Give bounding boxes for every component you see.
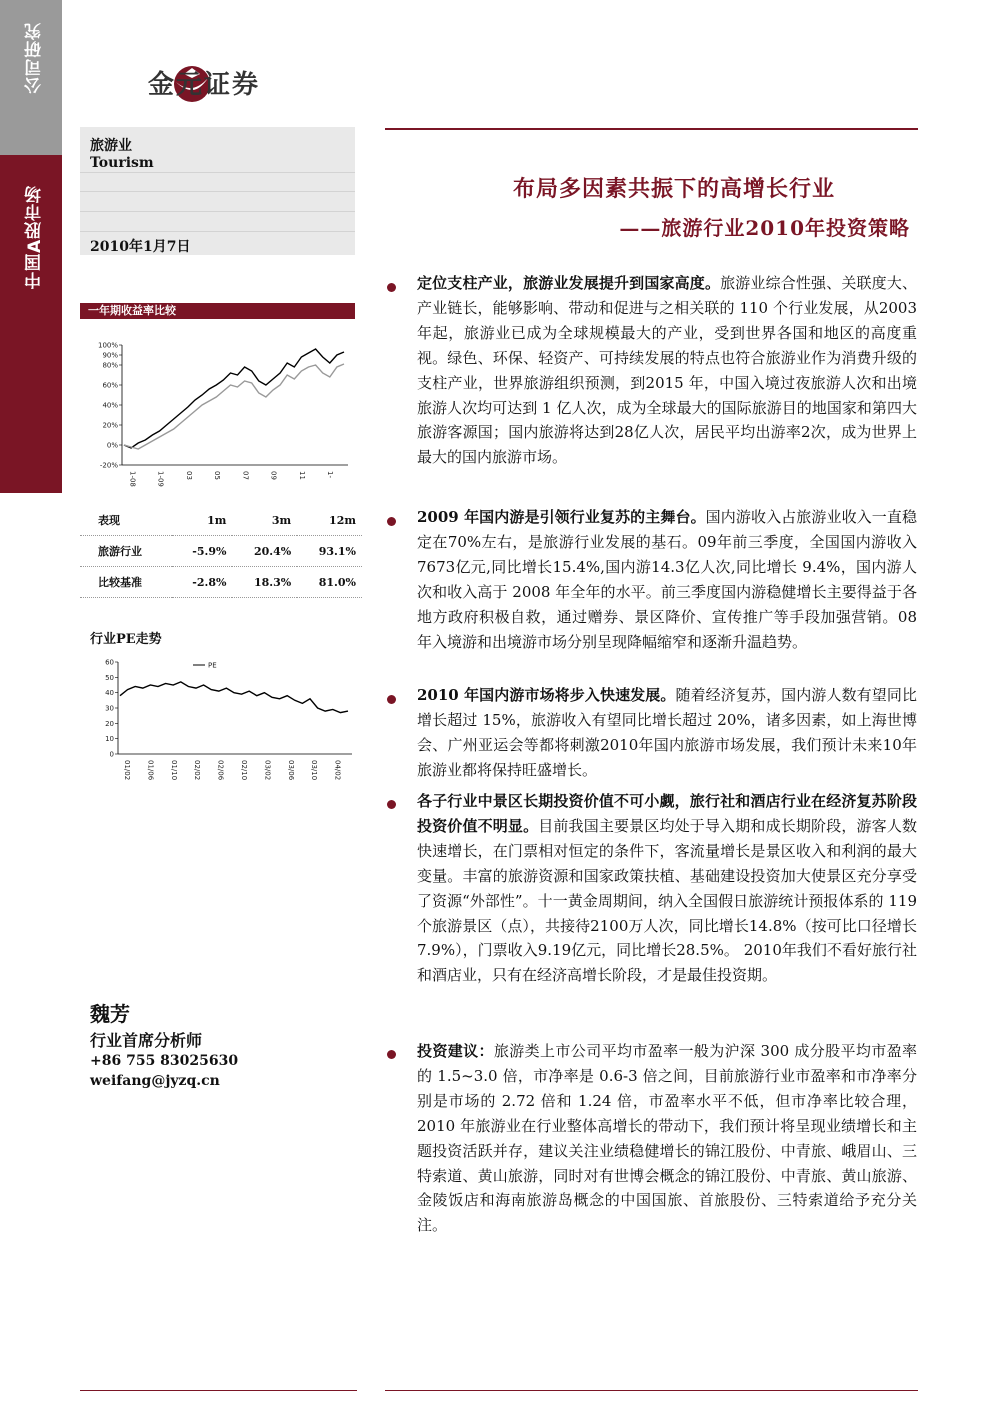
perf-table-header-cell: 表现 xyxy=(98,514,120,527)
x-tick-label: 02/06 xyxy=(216,760,225,781)
x-tick-label: 02/02 xyxy=(193,760,202,781)
section-1 xyxy=(417,271,917,470)
sidebar-label-market: 中国A股市场 xyxy=(25,185,45,290)
bullet-icon xyxy=(387,695,396,704)
y-tick-label: 20 xyxy=(105,719,114,728)
section-lead: 投资建议： xyxy=(417,1042,494,1060)
y-tick-label: 30 xyxy=(105,704,114,713)
y-tick-label: 10 xyxy=(105,735,114,744)
series-line xyxy=(124,349,344,448)
perf-table-header-cell: 12m xyxy=(329,513,356,527)
perf-table-header-cell: 3m xyxy=(271,513,292,527)
perf-table-header-cell: 1m xyxy=(207,513,227,527)
table-row xyxy=(80,536,362,567)
x-tick-label: 1-09 xyxy=(156,471,165,487)
footer-rule-left xyxy=(80,1390,357,1391)
section-2 xyxy=(417,505,917,654)
legend-label: PE xyxy=(208,661,217,670)
section-4 xyxy=(417,789,917,988)
section-5 xyxy=(417,1039,917,1238)
x-tick-label: 04/02 xyxy=(333,760,342,781)
perf-cell: -5.9% xyxy=(192,544,227,558)
x-tick-label: 03/10 xyxy=(310,760,319,781)
section-body: 目前我国主要景区均处于导入期和成长期阶段，游客人数快速增长，在门票相对恒定的条件下，客流量增长是景区收入和利润的最大变量。丰富的旅游资源和国家政策扶植、基础建设投资加大使景区充分享受了资源“外部性”。十一黄金周期间，纳入全国假日旅游统计预报体系的 119 个旅游景区（点），共接待2100万人次，同比增长14.8%（按可比口径增长7.9%），门票收入9.19亿元，同比增长28.5%。 2010年我们不看好旅行社和酒店业，只有在经济高增长阶段，才是最佳投资期。 xyxy=(417,816,917,985)
section-lead: 各子行业中景区长期投资价值不可小觑，旅行社和酒店行业在经济复苏阶段投资价值不明显。 xyxy=(417,792,917,835)
perf-row-label: 旅游行业 xyxy=(98,545,142,558)
y-tick-label: 80% xyxy=(102,361,118,370)
section-body: 旅游类上市公司平均市盈率一般为沪深 300 成分股平均市盈率的 1.5~3.0 倍，市净率是 0.6-3 倍之间，目前旅游行业市盈率和市净率分别是市场的 2.72 倍和 1.24 倍，市盈率水平不低，但市净率比较合理，2010 年旅游业在行业整体高增长的带动下，我们预计将呈现业绩增长和主题投资活跃并存，建议关注业绩稳健增长的锦江股份、中青旅、峨眉山、三特索道、黄山旅游，同时对有世博会概念的锦江股份、中青旅、黄山旅游、金陵饭店和海南旅游岛概念的中国国旅、首旅股份、三特索道给予充分关注。 xyxy=(417,1042,917,1235)
perf-table xyxy=(80,505,362,598)
y-tick-label: 0% xyxy=(106,441,118,450)
section-body: 旅游业综合性强、关联度大、产业链长，能够影响、带动和促进与之相关联的 110 个行业发展，从2003年起，旅游业已成为全球规模最大的产业，受到世界各国和地区的高度重视。绿色、环保、轻资产、可持续发展的特点也符合旅游业作为消费升级的支柱产业，世界旅游组织预测，到2015 年，中国入境过夜旅游人次和出境旅游人次均可达到 1 亿人次，成为全球最大的国际旅游目的地国家和第四大旅游客源国；国内旅游将达到28亿人次，居民平均出游率2次，成为世界上最大的国内旅游市场。 xyxy=(417,274,917,467)
perf-cell: 93.1% xyxy=(318,544,356,558)
report-subtitle: ——旅游行业2010年投资策略 xyxy=(619,216,910,240)
y-tick-label: 90% xyxy=(102,351,118,360)
perf-cell: 20.4% xyxy=(253,544,292,558)
section-lead: 2010 年国内游市场将步入快速发展。 xyxy=(417,686,676,704)
report-title: 布局多因素共振下的高增长行业 xyxy=(512,176,835,202)
industry-label-en: Tourism xyxy=(90,155,154,171)
y-tick-label: 50 xyxy=(105,673,114,682)
logo-text: 金元证券 xyxy=(148,70,261,100)
bullet-icon xyxy=(387,283,396,292)
bullet-icon xyxy=(387,800,396,809)
y-tick-label: 20% xyxy=(102,421,118,430)
y-tick-label: 40 xyxy=(105,689,114,698)
x-tick-label: 03/06 xyxy=(286,760,295,781)
perf-chart xyxy=(80,335,355,495)
y-tick-label: 40% xyxy=(102,401,118,410)
industry-label: 旅游业 xyxy=(90,138,132,154)
pe-chart xyxy=(80,652,355,792)
perf-cell: 18.3% xyxy=(253,575,292,589)
x-tick-label: 11 xyxy=(297,471,306,480)
perf-row-label: 比较基准 xyxy=(98,576,142,589)
x-tick-label: 02/10 xyxy=(240,760,249,781)
x-tick-label: 03 xyxy=(184,471,193,480)
pe-chart-title: 行业PE走势 xyxy=(90,632,162,647)
x-tick-label: 01/02 xyxy=(123,760,132,781)
table-row xyxy=(80,567,362,598)
sidebar-band-bottom xyxy=(0,155,62,493)
header-rule xyxy=(385,128,918,130)
perf-chart-title: 一年期收益率比较 xyxy=(80,303,355,319)
section-lead: 定位支柱产业，旅游业发展提升到国家高度。 xyxy=(417,274,721,292)
section-lead: 2009 年国内游是引领行业复苏的主舞台。 xyxy=(417,508,706,526)
author-name: 魏芳 xyxy=(90,1002,130,1026)
x-tick-label: 1-08 xyxy=(128,471,137,487)
x-tick-label: 01/10 xyxy=(169,760,178,781)
y-tick-label: -20% xyxy=(99,461,118,470)
series-line xyxy=(120,682,348,713)
footer-rule-right xyxy=(385,1390,918,1391)
author-phone: +86 755 83025630 xyxy=(90,1053,239,1069)
perf-table-header xyxy=(80,505,362,536)
author-title: 行业首席分析师 xyxy=(90,1031,203,1050)
perf-cell: 81.0% xyxy=(318,575,356,589)
author-email[interactable]: weifang@jyzq.cn xyxy=(90,1073,220,1089)
y-tick-label: 0 xyxy=(109,750,114,759)
y-tick-label: 100% xyxy=(97,341,118,350)
x-tick-label: 03/02 xyxy=(263,760,272,781)
x-tick-label: 1- xyxy=(326,471,335,478)
x-tick-label: 01/06 xyxy=(146,760,155,781)
sidebar-label-company-research: 公司研究 xyxy=(25,22,45,94)
bullet-icon xyxy=(387,1050,396,1059)
section-body: 国内游收入占旅游业收入一直稳定在70%左右，是旅游行业发展的基石。09年前三季度，全国国内游收入7673亿元,同比增长15.4%,国内游14.3亿人次,同比增长 9.4%，国内游人次和收入高于 2008 年全年的水平。前三季度国内游稳健增长主要得益于各地方政府积极自救，通过赠券、景区降价、宣传推广等手段加强营销。08 年入境游和出境游市场分别呈现降幅缩窄和逐渐升温趋势。 xyxy=(417,508,917,651)
series-line xyxy=(124,364,344,449)
y-tick-label: 60 xyxy=(105,658,114,667)
x-tick-label: 09 xyxy=(269,471,278,480)
y-tick-label: 60% xyxy=(102,381,118,390)
perf-cell: -2.8% xyxy=(192,575,227,589)
x-tick-label: 07 xyxy=(241,471,250,480)
x-tick-label: 05 xyxy=(213,471,222,480)
section-body: 随着经济复苏，国内游人数有望同比增长超过 15%，旅游收入有望同比增长超过 20%，诸多因素，如上海世博会、广州亚运会等都将刺激2010年国内旅游市场发展，我们预计未来10年旅游业都将保持旺盛增长。 xyxy=(417,686,917,779)
section-3 xyxy=(417,683,917,783)
bullet-icon xyxy=(387,517,396,526)
sidebar-band-top xyxy=(0,0,62,155)
report-date: 2010年1月7日 xyxy=(90,239,191,255)
